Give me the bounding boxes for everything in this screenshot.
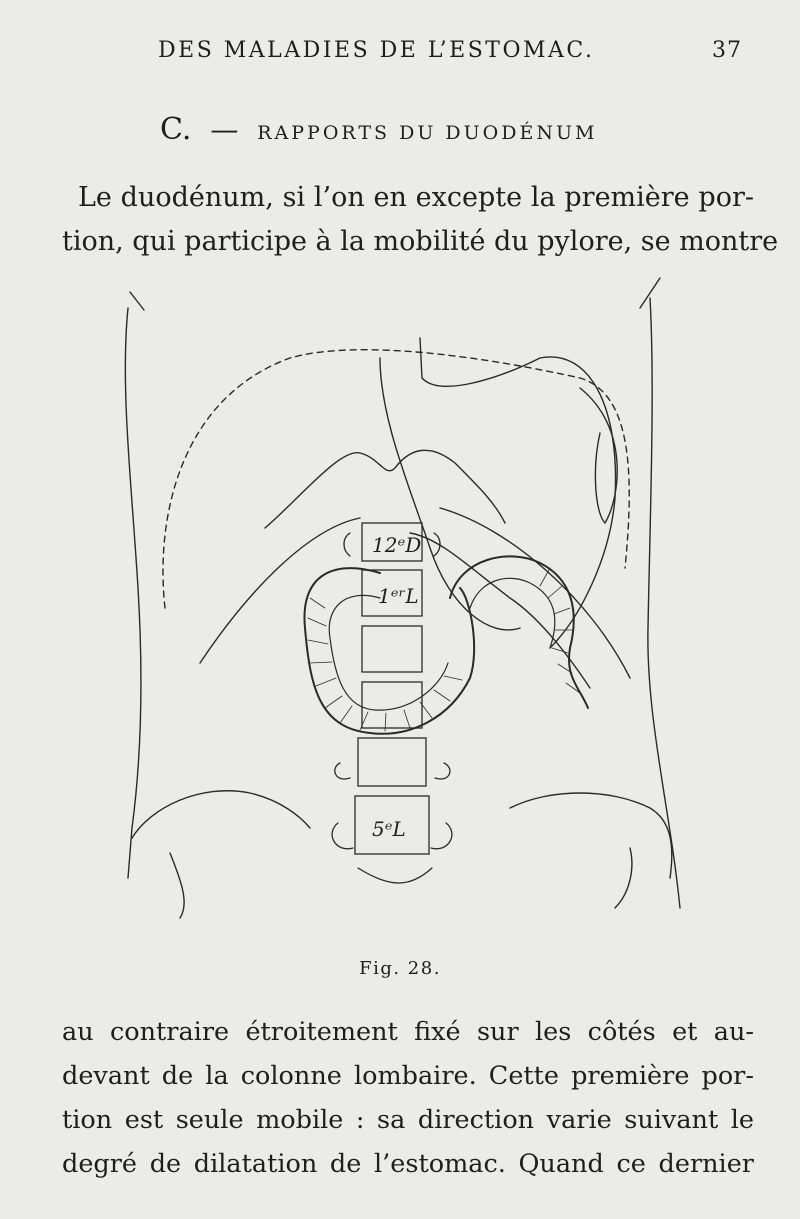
- text-line: devant de la colonne lombaire. Cette première por-: [62, 1061, 754, 1091]
- vertebra-2l: [362, 626, 422, 672]
- left-ilium: [170, 853, 184, 918]
- label-12d: 12ᵉD: [372, 533, 422, 557]
- diaphragm-arch: [265, 450, 505, 528]
- stomach-outline: [580, 388, 617, 523]
- vertebra-4l: [358, 738, 426, 786]
- jejunum-inner: [470, 578, 555, 648]
- page-number: 37: [712, 38, 742, 63]
- text-line: tion est seule mobile : sa direction varie suivant le: [62, 1105, 754, 1135]
- right-iliac-crest: [510, 793, 672, 878]
- duodenum-inner: [329, 595, 448, 710]
- section-title: RAPPORTS DU DUODÉNUM: [257, 122, 598, 144]
- section-heading: [160, 112, 597, 147]
- paragraph-bottom: [62, 1010, 754, 1186]
- text-line: Le duodénum, si l’on en excepte la première por-: [78, 182, 754, 213]
- text-line: au contraire étroitement fixé sur les côtés et au-: [62, 1017, 754, 1047]
- right-rib-edge: [440, 508, 630, 678]
- running-title: DES MALADIES DE L’ESTOMAC.: [158, 38, 595, 63]
- duodenum-illustration: [110, 268, 700, 948]
- costal-dashed-outline: [163, 350, 629, 608]
- vertebra-3l: [362, 682, 422, 728]
- label-5l: 5ᵉL: [372, 817, 406, 841]
- torso-top-left-tick: [130, 292, 144, 310]
- right-ilium: [615, 848, 632, 908]
- text-line: degré de dilatation de l’estomac. Quand ce dernier: [62, 1149, 754, 1179]
- text-line: tion, qui participe à la mobilité du pylore, se montre: [62, 226, 779, 257]
- section-letter: C.: [160, 112, 192, 147]
- figure-caption: Fig. 28.: [359, 958, 441, 979]
- label-1l: 1ᵉʳL: [378, 584, 419, 608]
- torso-right-outline: [648, 298, 680, 908]
- left-iliac-crest: [132, 791, 310, 838]
- paragraph-top: [62, 176, 779, 264]
- anatomical-figure: [110, 268, 700, 948]
- liver-outline: [420, 338, 616, 648]
- section-dash: —: [210, 113, 239, 146]
- running-head: [0, 38, 800, 72]
- left-rib-edge: [200, 518, 360, 663]
- torso-left-outline: [125, 308, 141, 878]
